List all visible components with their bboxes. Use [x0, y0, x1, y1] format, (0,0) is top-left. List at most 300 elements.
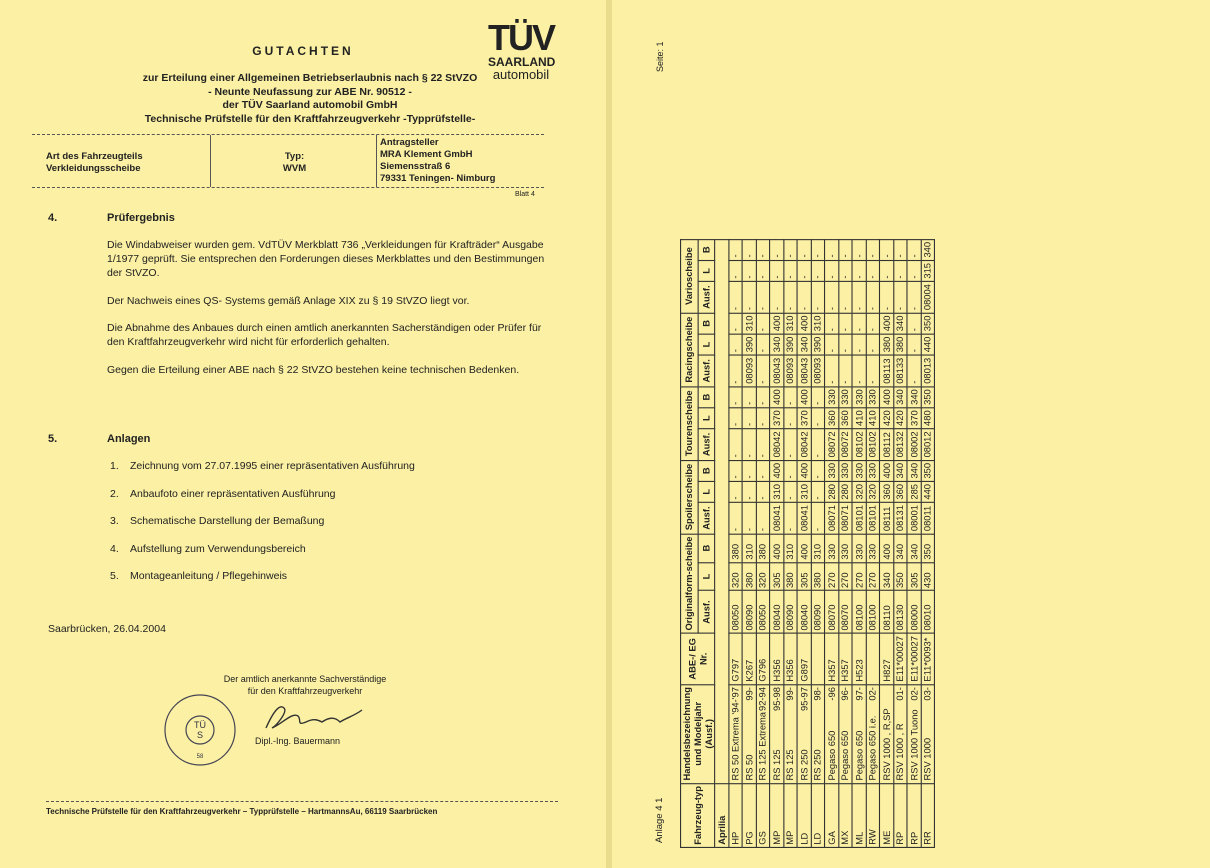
signer-line: für den Kraftfahrzeugverkehr: [247, 686, 363, 696]
table-cell: -: [783, 502, 797, 533]
table-cell: 08011: [921, 502, 935, 533]
subcol-ausf: Ausf.: [698, 429, 715, 460]
table-cell: 410: [866, 408, 880, 429]
table-cell: -: [852, 355, 866, 386]
table-cell: 270: [866, 562, 880, 590]
section-5-number: 5.: [48, 433, 58, 445]
table-cell: 305: [770, 562, 784, 590]
cell-type: LD: [811, 783, 825, 847]
table-cell: -: [879, 260, 893, 281]
table-cell: -: [838, 281, 852, 312]
paragraph: Die Abnahme des Anbaues durch einen amtlich anerkannten Sacherständigen oder Prüfer für den Kraftfahrzeugverkehr wird nicht für erforderlich gehalten.: [107, 322, 542, 348]
applicability-table-wrapper: [680, 239, 935, 848]
table-cell: 08070: [825, 591, 839, 634]
subcol-ausf: Ausf.: [698, 502, 715, 533]
table-row: [866, 239, 880, 847]
table-cell: -: [879, 281, 893, 312]
table-cell: 305: [797, 562, 811, 590]
table-row: [907, 239, 921, 847]
table-cell: 08050: [756, 591, 770, 634]
table-row: [811, 239, 825, 847]
table-cell: 350: [921, 387, 935, 408]
table-cell: 08000: [907, 591, 921, 634]
subcol-b: B: [698, 313, 715, 334]
table-cell: -: [742, 387, 756, 408]
table-row: [921, 239, 935, 847]
annex-text: Anbaufoto einer repräsentativen Ausführung: [130, 488, 336, 500]
trade-name: RS 50: [743, 754, 755, 781]
subcol-l: L: [698, 481, 715, 502]
table-cell: 270: [825, 562, 839, 590]
svg-text:S: S: [196, 730, 204, 740]
table-cell: 400: [770, 313, 784, 334]
trade-name: Pegaso 650 i.e.: [867, 715, 879, 781]
cell-trade-name: [893, 684, 907, 783]
table-cell: -: [797, 260, 811, 281]
type-label: Typ:: [284, 151, 305, 162]
table-cell: 08002: [907, 429, 921, 460]
cell-type: MX: [838, 783, 852, 847]
table-cell: -: [838, 239, 852, 260]
table-cell: 350: [921, 460, 935, 481]
table-cell: 310: [797, 481, 811, 502]
document-title: GUTACHTEN: [252, 44, 354, 58]
signature-icon: [262, 700, 372, 734]
header-line: Technische Prüfstelle für den Kraftfahrzeugverkehr -Typprüfstelle-: [144, 112, 476, 125]
table-cell: -: [811, 502, 825, 533]
table-row: [742, 239, 756, 847]
table-cell: 310: [742, 534, 756, 562]
divider: [210, 135, 211, 187]
table-cell: 08070: [838, 591, 852, 634]
cell-trade-name: [866, 684, 880, 783]
table-cell: 08041: [797, 502, 811, 533]
table-cell: 08101: [866, 502, 880, 533]
table-cell: -: [907, 355, 921, 386]
table-cell: 320: [866, 481, 880, 502]
annex-label: Anlage 4 1: [654, 797, 665, 843]
table-cell: 08050: [728, 591, 742, 634]
page-footer: Technische Prüfstelle für den Kraftfahrzeugverkehr – Typprüfstelle – HartmannsAu, 66119 Saarbrücken: [46, 801, 558, 816]
table-cell: -: [825, 281, 839, 312]
header-line: - Neunte Neufassung zur ABE Nr. 90512 -: [208, 85, 412, 98]
table-cell: 08113: [879, 355, 893, 386]
table-cell: 310: [783, 534, 797, 562]
table-row: [783, 239, 797, 847]
annex-item: [110, 460, 415, 472]
table-cell: 330: [852, 460, 866, 481]
table-cell: 380: [893, 334, 907, 355]
table-cell: 400: [879, 534, 893, 562]
col-vehicle-type: Fahrzeug-typ: [681, 783, 715, 847]
table-cell: -: [811, 260, 825, 281]
table-cell: 400: [879, 387, 893, 408]
table-cell: 08001: [907, 502, 921, 533]
table-cell: -: [728, 387, 742, 408]
cell-abe: E11*0093*: [921, 633, 935, 684]
table-cell: 08072: [838, 429, 852, 460]
cell-trade-name: [742, 684, 756, 783]
table-cell: 08071: [838, 502, 852, 533]
table-cell: 08090: [742, 591, 756, 634]
table-cell: 08072: [825, 429, 839, 460]
table-cell: 280: [825, 481, 839, 502]
table-cell: -: [756, 429, 770, 460]
cell-abe: [811, 633, 825, 684]
applicant-city: 79331 Teningen- Nimburg: [380, 173, 496, 184]
table-cell: -: [783, 239, 797, 260]
annex-number: 5.: [110, 570, 119, 582]
model-year: -96: [825, 687, 837, 701]
annex-item: [110, 488, 335, 500]
table-cell: -: [756, 481, 770, 502]
cell-abe: E11*00027: [893, 633, 907, 684]
signer-line: Der amtlich anerkannte Sachverständige: [223, 674, 387, 684]
table-cell: 340: [921, 239, 935, 260]
table-row: [770, 239, 784, 847]
table-cell: 08112: [879, 429, 893, 460]
cell-trade-name: [756, 684, 770, 783]
table-cell: -: [756, 239, 770, 260]
table-cell: 340: [879, 562, 893, 590]
subcol-ausf: Ausf.: [698, 355, 715, 386]
table-cell: -: [866, 334, 880, 355]
cell-trade-name: [852, 684, 866, 783]
annex-text: Montageanleitung / Pflegehinweis: [130, 570, 288, 582]
table-cell: 400: [770, 460, 784, 481]
table-cell: 08090: [811, 591, 825, 634]
table-cell: 380: [783, 562, 797, 590]
table-cell: 08093: [783, 355, 797, 386]
table-cell: 310: [811, 313, 825, 334]
annex-text: Aufstellung zum Verwendungsbereich: [130, 543, 306, 555]
table-cell: 400: [770, 534, 784, 562]
applicant-name: MRA Klement GmbH: [380, 149, 473, 160]
annex-number: 4.: [110, 543, 119, 555]
annex-text: Zeichnung vom 27.07.1995 einer repräsentativen Ausführung: [130, 460, 415, 472]
table-cell: -: [893, 239, 907, 260]
trade-name: RS 125: [784, 749, 796, 781]
col-original-screen: Originalform-scheibe: [681, 534, 698, 633]
cell-abe: G796: [756, 633, 770, 684]
table-cell: -: [825, 334, 839, 355]
table-cell: 340: [907, 387, 921, 408]
col-abe-number: ABE-/ EG Nr.: [681, 633, 715, 684]
table-cell: 340: [907, 534, 921, 562]
table-cell: -: [825, 355, 839, 386]
table-cell: -: [783, 481, 797, 502]
table-cell: 340: [893, 460, 907, 481]
table-cell: -: [728, 481, 742, 502]
cell-trade-name: [825, 684, 839, 783]
model-year: 02-: [867, 687, 879, 701]
table-cell: 400: [879, 460, 893, 481]
applicant-label: Antragsteller: [380, 137, 439, 148]
table-cell: -: [742, 502, 756, 533]
table-cell: 08043: [797, 355, 811, 386]
paragraph: Der Nachweis eines QS- Systems gemäß Anlage XIX zu § 19 StVZO liegt vor.: [107, 295, 470, 307]
applicant-street: Siemensstraß 6: [380, 161, 451, 172]
table-cell: 390: [742, 334, 756, 355]
table-cell: -: [742, 481, 756, 502]
table-cell: 420: [893, 408, 907, 429]
table-cell: -: [866, 355, 880, 386]
table-cell: -: [825, 239, 839, 260]
trade-name: Pegaso 650: [825, 730, 837, 781]
trade-name: RSV 1000 , R,SP: [880, 708, 892, 781]
table-cell: 440: [921, 334, 935, 355]
model-year: 03-: [922, 687, 934, 701]
cell-type: RW: [866, 783, 880, 847]
cell-abe: H827: [879, 633, 893, 684]
table-cell: -: [893, 260, 907, 281]
table-cell: 380: [756, 534, 770, 562]
table-cell: -: [825, 313, 839, 334]
table-cell: 330: [866, 534, 880, 562]
table-cell: 400: [797, 313, 811, 334]
table-cell: 320: [728, 562, 742, 590]
table-cell: 330: [825, 387, 839, 408]
table-cell: 310: [742, 313, 756, 334]
applicant-cell: [380, 137, 540, 185]
model-year: '94-'97: [729, 687, 741, 715]
cell-type: MP: [770, 783, 784, 847]
table-cell: -: [811, 239, 825, 260]
table-cell: -: [756, 387, 770, 408]
cell-abe: [866, 633, 880, 684]
subcol-b: B: [698, 387, 715, 408]
table-cell: 350: [893, 562, 907, 590]
table-cell: 400: [879, 313, 893, 334]
table-cell: 380: [728, 534, 742, 562]
table-cell: -: [756, 355, 770, 386]
table-cell: -: [838, 260, 852, 281]
table-cell: 08132: [893, 429, 907, 460]
empty-cell: [715, 239, 729, 783]
table-cell: -: [907, 313, 921, 334]
cell-trade-name: [811, 684, 825, 783]
cell-type: RR: [921, 783, 935, 847]
table-row: [838, 239, 852, 847]
table-cell: -: [742, 429, 756, 460]
table-cell: -: [852, 281, 866, 312]
table-cell: 340: [893, 313, 907, 334]
table-cell: -: [825, 260, 839, 281]
table-cell: -: [852, 334, 866, 355]
type-value: WVM: [282, 163, 307, 174]
table-cell: 480: [921, 408, 935, 429]
subcol-l: L: [698, 562, 715, 590]
table-cell: -: [811, 481, 825, 502]
model-year: 99-: [743, 687, 755, 701]
table-cell: 330: [838, 460, 852, 481]
table-cell: -: [756, 460, 770, 481]
table-cell: -: [756, 502, 770, 533]
table-cell: 08133: [893, 355, 907, 386]
table-cell: -: [907, 239, 921, 260]
table-cell: 08040: [770, 591, 784, 634]
cell-trade-name: [797, 684, 811, 783]
logo-tuv: TÜV: [488, 17, 554, 58]
table-cell: -: [811, 387, 825, 408]
section-4-number: 4.: [48, 212, 58, 224]
table-cell: 340: [907, 460, 921, 481]
table-cell: 08012: [921, 429, 935, 460]
type-cell: [212, 151, 377, 175]
trade-name: RS 50 Extrema: [729, 717, 741, 781]
header-line: zur Erteilung einer Allgemeinen Betriebserlaubnis nach § 22 StVZO: [142, 72, 478, 84]
header-box: [32, 134, 544, 188]
cell-abe: G897: [797, 633, 811, 684]
table-cell: 08110: [879, 591, 893, 634]
model-year: 98-: [812, 687, 824, 701]
table-cell: 305: [907, 562, 921, 590]
cell-type: RP: [893, 783, 907, 847]
table-cell: 340: [797, 334, 811, 355]
table-cell: 330: [838, 534, 852, 562]
table-cell: 08102: [852, 429, 866, 460]
subcol-b: B: [698, 534, 715, 562]
table-cell: -: [907, 334, 921, 355]
table-cell: 330: [866, 460, 880, 481]
table-cell: -: [907, 281, 921, 312]
table-cell: -: [811, 408, 825, 429]
table-cell: 350: [921, 534, 935, 562]
part-label: Art des Fahrzeugteils: [46, 151, 143, 162]
table-cell: -: [879, 239, 893, 260]
table-cell: 08042: [797, 429, 811, 460]
model-year: 02-: [908, 687, 920, 701]
model-year: 01-: [894, 687, 906, 701]
table-cell: -: [742, 260, 756, 281]
cell-type: HP: [728, 783, 742, 847]
part-cell: [46, 151, 206, 175]
table-cell: -: [797, 239, 811, 260]
trade-name: RS 125: [770, 749, 782, 781]
annex-number: 1.: [110, 460, 119, 472]
table-cell: -: [783, 281, 797, 312]
cell-abe: H357: [838, 633, 852, 684]
tuv-logo: [488, 17, 556, 82]
table-cell: 430: [921, 562, 935, 590]
table-cell: -: [797, 281, 811, 312]
table-cell: -: [742, 408, 756, 429]
table-cell: 420: [879, 408, 893, 429]
cell-abe: H356: [783, 633, 797, 684]
applicability-table: [680, 239, 935, 848]
table-cell: -: [811, 281, 825, 312]
table-row: [797, 239, 811, 847]
cell-trade-name: [770, 684, 784, 783]
table-cell: 08111: [879, 502, 893, 533]
table-cell: 330: [866, 387, 880, 408]
document-header: [100, 72, 520, 126]
table-cell: 400: [797, 534, 811, 562]
table-cell: 340: [770, 334, 784, 355]
paragraph: Gegen die Erteilung einer ABE nach § 22 StVZO bestehen keine technischen Bedenken.: [107, 364, 520, 376]
table-cell: 08043: [770, 355, 784, 386]
brand-cell: Aprilia: [715, 783, 729, 847]
table-cell: 315: [921, 260, 935, 281]
table-cell: -: [728, 429, 742, 460]
cell-abe: G797: [728, 633, 742, 684]
table-cell: -: [742, 239, 756, 260]
table-cell: 08093: [811, 355, 825, 386]
annex-number: 2.: [110, 488, 119, 500]
cell-type: ML: [852, 783, 866, 847]
col-spoiler-screen: Spoilerscheibe: [681, 460, 698, 534]
table-cell: -: [838, 334, 852, 355]
table-cell: 380: [879, 334, 893, 355]
table-cell: 370: [770, 408, 784, 429]
table-cell: 350: [921, 313, 935, 334]
table-cell: 330: [852, 387, 866, 408]
table-cell: 330: [825, 534, 839, 562]
table-cell: -: [893, 281, 907, 312]
svg-text:TÜ: TÜ: [194, 720, 206, 730]
official-stamp-icon: [162, 692, 238, 768]
table-cell: 410: [852, 408, 866, 429]
table-cell: -: [866, 281, 880, 312]
brand-row: [715, 239, 729, 847]
table-cell: -: [756, 281, 770, 312]
table-cell: 08071: [825, 502, 839, 533]
table-cell: 360: [879, 481, 893, 502]
cell-type: GS: [756, 783, 770, 847]
table-row: [756, 239, 770, 847]
paragraph: Die Windabweiser wurden gem. VdTÜV Merkblatt 736 „Verkleidungen für Krafträder“ Ausgabe 1/1977 geprüft. Sie entsprechen den Forderungen dieses Merkblattes und den Bestimmungen der StVZO.: [107, 239, 545, 279]
table-cell: 08013: [921, 355, 935, 386]
model-year: 92-94: [757, 687, 769, 712]
section-5-title: Anlagen: [107, 433, 151, 445]
table-cell: -: [866, 313, 880, 334]
table-cell: -: [866, 239, 880, 260]
table-cell: -: [742, 460, 756, 481]
table-cell: 360: [825, 408, 839, 429]
table-cell: -: [742, 281, 756, 312]
table-cell: -: [783, 408, 797, 429]
table-cell: -: [728, 260, 742, 281]
cell-trade-name: [921, 684, 935, 783]
col-vario-screen: Varioscheibe: [681, 239, 698, 313]
trade-name: RS 250: [798, 749, 810, 781]
table-cell: 340: [893, 534, 907, 562]
cell-type: RP: [907, 783, 921, 847]
section-4-title: Prüfergebnis: [107, 212, 175, 224]
table-cell: -: [866, 260, 880, 281]
signer-name: Dipl.-Ing. Bauermann: [255, 736, 341, 746]
cell-trade-name: [728, 684, 742, 783]
model-year: 95-98: [770, 687, 782, 712]
table-cell: -: [728, 239, 742, 260]
cell-type: ME: [879, 783, 893, 847]
logo-automobil: automobil: [492, 67, 550, 82]
col-trade-name: Handelsbezeichnung und Modeljahr (Ausf.): [681, 684, 715, 783]
table-row: [852, 239, 866, 847]
table-cell: 340: [893, 387, 907, 408]
table-cell: -: [852, 313, 866, 334]
table-cell: 400: [770, 387, 784, 408]
table-cell: 310: [783, 313, 797, 334]
table-cell: 280: [838, 481, 852, 502]
table-cell: -: [728, 334, 742, 355]
table-cell: 310: [770, 481, 784, 502]
table-cell: -: [811, 429, 825, 460]
cell-type: MP: [783, 783, 797, 847]
table-cell: 08004: [921, 281, 935, 312]
table-cell: 08090: [783, 591, 797, 634]
cell-trade-name: [879, 684, 893, 783]
